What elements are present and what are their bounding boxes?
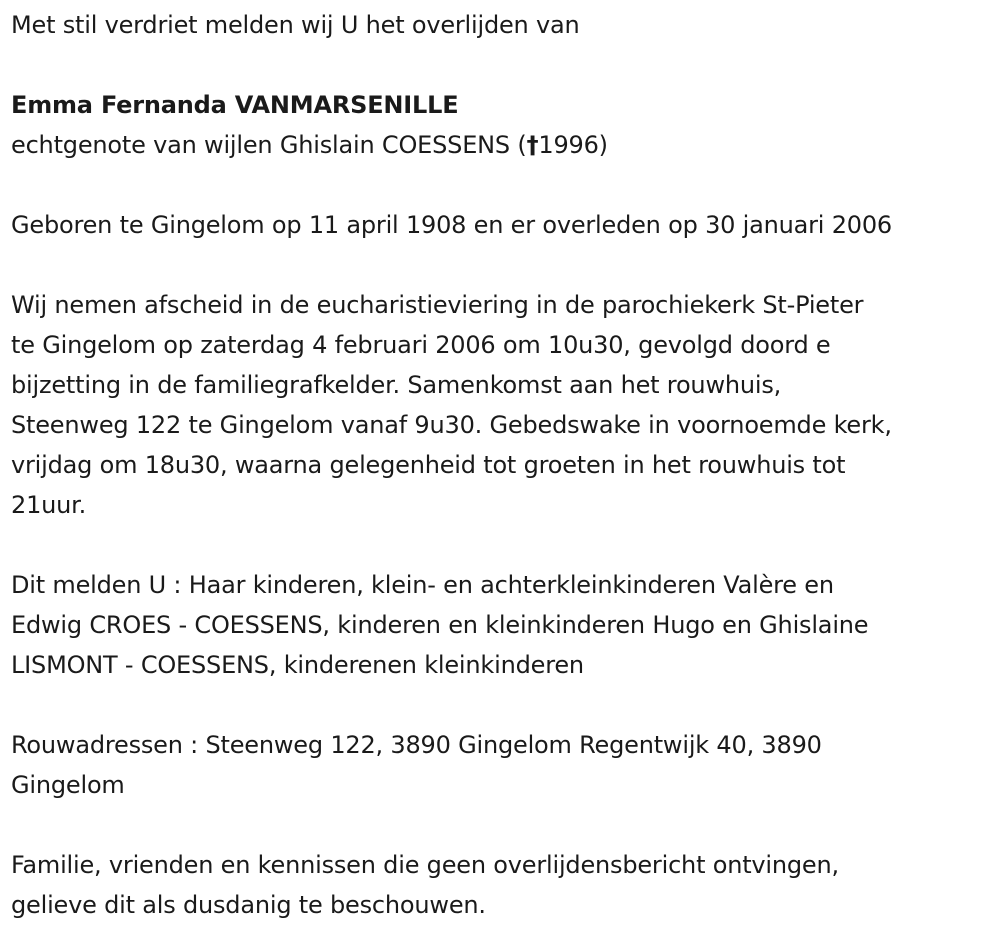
ceremony-line: bijzetting in de familiegrafkelder. Samenkomst aan het rouwhuis,: [11, 371, 782, 399]
ceremony-line: Steenweg 122 te Gingelom vanaf 9u30. Gebedswake in voornoemde kerk,: [11, 411, 892, 439]
spacer: [11, 525, 985, 565]
spacer: [11, 165, 985, 205]
spouse-suffix: 1996): [538, 131, 608, 159]
closing-paragraph: [11, 845, 985, 925]
ceremony-line: 21uur.: [11, 491, 87, 519]
spacer: [11, 805, 985, 845]
spacer: [11, 45, 985, 85]
address-paragraph: [11, 725, 985, 805]
family-line: LISMONT - COESSENS, kinderenen kleinkinderen: [11, 651, 584, 679]
family-paragraph: [11, 565, 985, 685]
address-line: Rouwadressen : Steenweg 122, 3890 Gingelom Regentwijk 40, 3890: [11, 731, 822, 759]
intro-line: Met stil verdriet melden wij U het overlijden van: [11, 11, 580, 39]
ceremony-line: te Gingelom op zaterdag 4 februari 2006 om 10u30, gevolgd doord e: [11, 331, 831, 359]
birth-death-line: Geboren te Gingelom op 11 april 1908 en er overleden op 30 januari 2006: [11, 211, 892, 239]
ceremony-paragraph: [11, 285, 985, 525]
deceased-name: Emma Fernanda VANMARSENILLE: [11, 91, 459, 119]
ceremony-line: vrijdag om 18u30, waarna gelegenheid tot groeten in het rouwhuis tot: [11, 451, 846, 479]
ceremony-line: Wij nemen afscheid in de eucharistieviering in de parochiekerk St-Pieter: [11, 291, 864, 319]
spacer: [11, 245, 985, 285]
closing-line: gelieve dit als dusdanig te beschouwen.: [11, 891, 486, 919]
spouse-line: [11, 125, 985, 165]
spouse-prefix: echtgenote van wijlen Ghislain COESSENS (: [11, 131, 527, 159]
closing-line: Familie, vrienden en kennissen die geen overlijdensbericht ontvingen,: [11, 851, 839, 879]
birth-death-text: [11, 205, 985, 245]
spacer: [11, 685, 985, 725]
deceased-block: [11, 85, 985, 165]
family-line: Dit melden U : Haar kinderen, klein- en achterkleinkinderen Valère en: [11, 571, 834, 599]
intro-text: [11, 5, 985, 45]
family-line: Edwig CROES - COESSENS, kinderen en kleinkinderen Hugo en Ghislaine: [11, 611, 869, 639]
address-line: Gingelom: [11, 771, 125, 799]
cross-icon: †: [526, 131, 539, 159]
